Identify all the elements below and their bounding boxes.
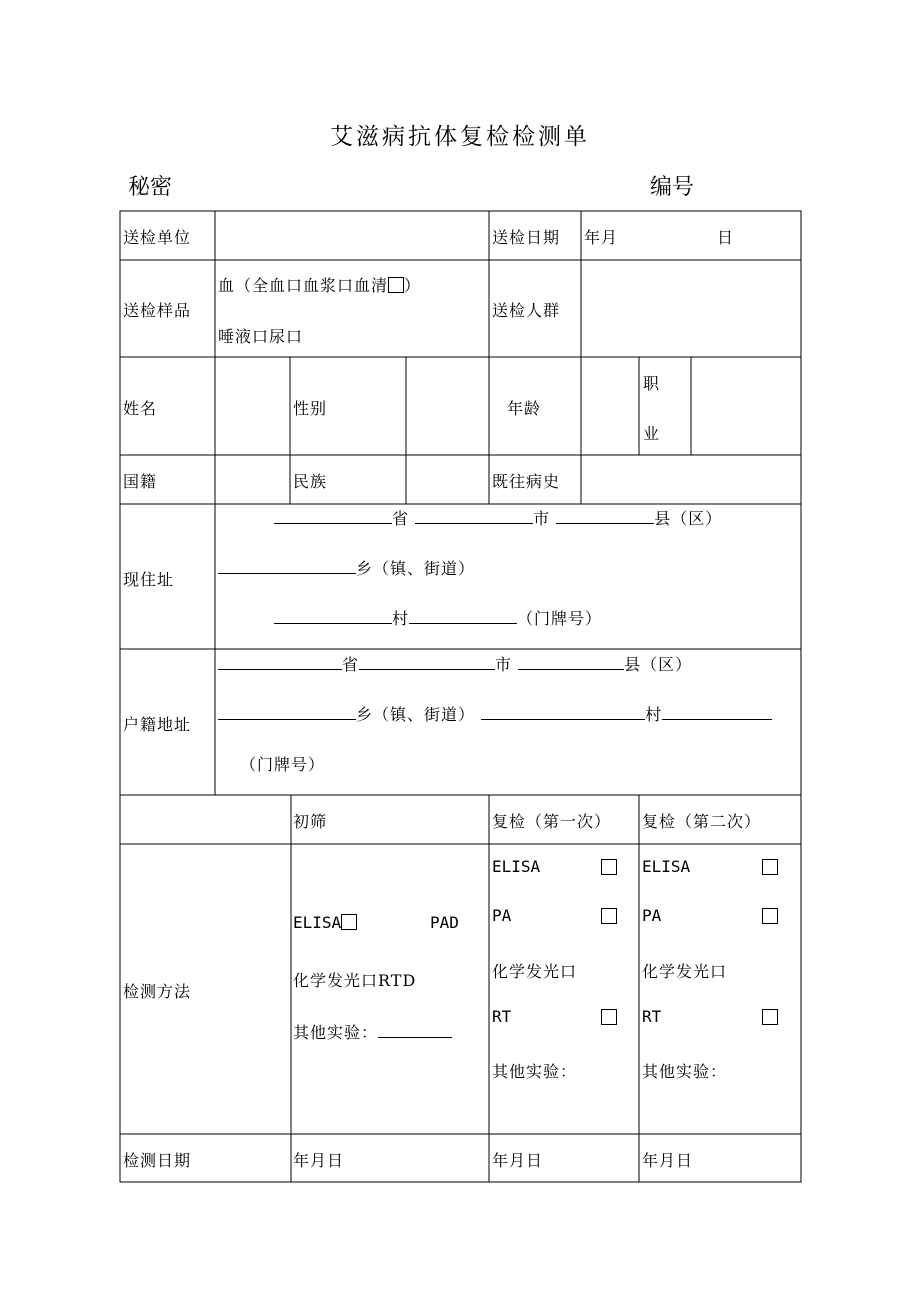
retest1-pa-label: PA <box>492 906 512 925</box>
current-county-suffix: 县（区） <box>654 509 723 528</box>
current-city-field[interactable] <box>415 509 533 524</box>
ethnicity-label: 民族 <box>293 472 328 491</box>
reg-county-field[interactable] <box>518 655 624 670</box>
current-province-suffix: 省 <box>392 509 410 528</box>
reg-village-field[interactable] <box>481 705 645 720</box>
init-chem-option: 化学发光口RTD <box>293 971 417 990</box>
age-label: 年龄 <box>507 399 542 418</box>
retest1-chem-option: 化学发光口 <box>492 962 578 981</box>
retest2-header: 复检（第二次） <box>642 812 762 831</box>
reg-province-suffix: 省 <box>342 655 360 674</box>
confidential-label: 秘密 <box>128 175 173 200</box>
population-label: 送检人群 <box>492 301 561 320</box>
occupation-label-top: 职 <box>643 374 661 393</box>
retest1-pa-checkbox[interactable] <box>601 908 617 924</box>
init-elisa-option <box>293 913 357 932</box>
nationality-label: 国籍 <box>123 472 158 491</box>
current-province-field[interactable] <box>274 509 392 524</box>
name-label: 姓名 <box>123 399 158 418</box>
sample-label: 送检样品 <box>123 301 192 320</box>
serial-number-label: 编号 <box>650 175 695 200</box>
occupation-label-bottom: 业 <box>643 424 661 443</box>
retest1-elisa-label: ELISA <box>492 857 541 876</box>
retest2-rt-checkbox[interactable] <box>762 1009 778 1025</box>
retest1-date-value: 年月日 <box>492 1151 544 1170</box>
method-label: 检测方法 <box>123 982 192 1001</box>
retest2-elisa-label: ELISA <box>642 857 691 876</box>
detection-date-label: 检测日期 <box>123 1151 192 1170</box>
reg-county-suffix: 县（区） <box>624 655 693 674</box>
init-elisa-label: ELISA <box>293 913 342 932</box>
submitting-unit-label: 送检单位 <box>123 228 192 247</box>
current-address-line1 <box>274 506 722 529</box>
reg-door-field[interactable] <box>662 705 772 720</box>
document-title: 艾滋病抗体复检检测单 <box>330 124 590 150</box>
initial-screen-header: 初筛 <box>293 812 328 831</box>
reg-town-suffix: 乡（镇、街道） <box>356 705 476 724</box>
submit-date-ym: 年月 <box>584 228 619 247</box>
sample-options-line1 <box>218 273 421 296</box>
current-door-suffix: （门牌号） <box>517 609 603 628</box>
retest1-header: 复检（第一次） <box>492 812 612 831</box>
current-town-field[interactable] <box>218 559 356 574</box>
retest1-other-label: 其他实验： <box>492 1062 578 1081</box>
retest2-date-value: 年月日 <box>642 1151 694 1170</box>
sample-options-line2: 唾液口尿口 <box>218 327 304 346</box>
retest1-rt-label: RT <box>492 1007 512 1026</box>
initial-date-value: 年月日 <box>293 1151 345 1170</box>
registered-address-line2 <box>218 702 772 725</box>
registered-door-suffix: （门牌号） <box>240 755 326 774</box>
retest2-rt-label: RT <box>642 1007 662 1026</box>
registered-address-line1 <box>218 652 692 675</box>
init-pa-label: PAD <box>430 913 459 932</box>
current-address-label: 现住址 <box>123 570 175 589</box>
reg-village-suffix: 村 <box>645 705 663 724</box>
reg-province-field[interactable] <box>218 655 342 670</box>
history-label: 既往病史 <box>492 472 561 491</box>
retest2-pa-checkbox[interactable] <box>762 908 778 924</box>
submit-date-day: 日 <box>717 228 735 247</box>
current-town-suffix: 乡（镇、街道） <box>356 559 476 578</box>
submit-date-label: 送检日期 <box>492 228 561 247</box>
reg-town-field[interactable] <box>218 705 356 720</box>
retest2-pa-label: PA <box>642 906 662 925</box>
serum-checkbox[interactable] <box>388 277 404 293</box>
current-village-suffix: 村 <box>392 609 410 628</box>
init-other-option <box>293 1020 452 1043</box>
sex-label: 性别 <box>293 399 328 418</box>
retest2-elisa-checkbox[interactable] <box>762 859 778 875</box>
current-address-line3 <box>274 606 602 629</box>
init-other-field[interactable] <box>378 1023 452 1038</box>
init-elisa-checkbox[interactable] <box>341 914 357 930</box>
registered-address-label: 户籍地址 <box>123 715 192 734</box>
reg-city-suffix: 市 <box>495 655 513 674</box>
init-other-label: 其他实验： <box>293 1023 379 1042</box>
retest1-rt-checkbox[interactable] <box>601 1009 617 1025</box>
current-county-field[interactable] <box>556 509 654 524</box>
current-door-field[interactable] <box>409 609 517 624</box>
current-city-suffix: 市 <box>533 509 551 528</box>
retest1-elisa-checkbox[interactable] <box>601 859 617 875</box>
sample-close-paren: ） <box>404 276 422 295</box>
current-village-field[interactable] <box>274 609 392 624</box>
current-address-line2 <box>218 556 475 579</box>
sample-blood-text: 血（全血口血浆口血清 <box>218 276 389 295</box>
reg-city-field[interactable] <box>359 655 495 670</box>
retest2-chem-option: 化学发光口 <box>642 962 728 981</box>
retest2-other-label: 其他实验： <box>642 1062 728 1081</box>
